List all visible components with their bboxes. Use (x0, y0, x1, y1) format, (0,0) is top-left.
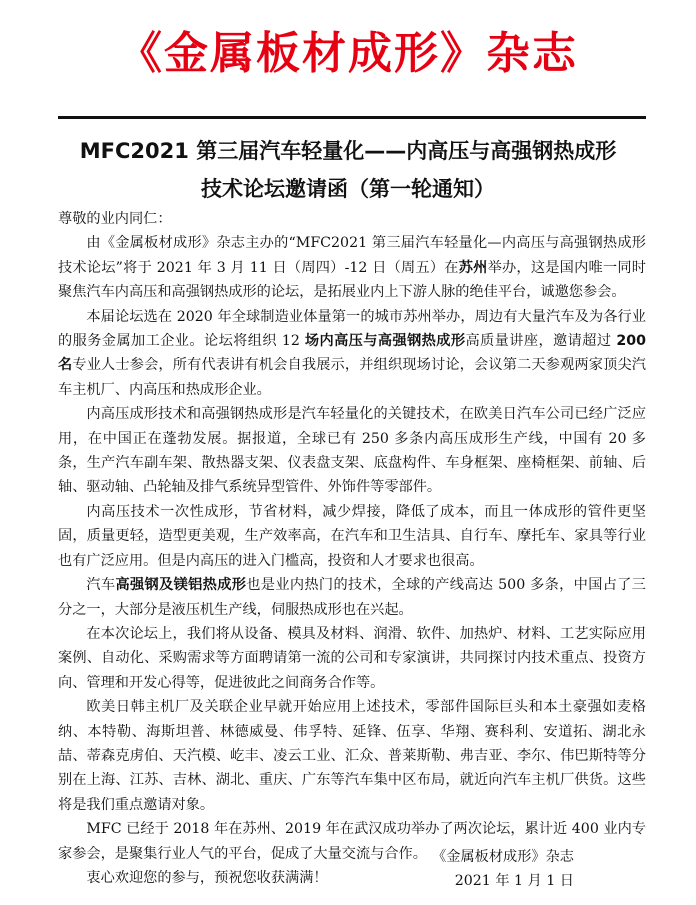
signature-organization: 《金属板材成形》杂志 (432, 849, 574, 865)
paragraph-venue (58, 305, 646, 403)
paragraph-history: MFC 已经于 2018 年在苏州、2019 年在武汉成功举办了两次论坛，累计近 400 业内专家参会，是聚集行业人气的平台，促成了大量交流与合作。 (58, 821, 646, 862)
paragraph-intro (58, 231, 646, 304)
letter-body (58, 207, 646, 890)
paragraph-companies: 欧美日韩主机厂及关联企业早就开始应用上述技术，零部件国际巨头和本土豪强如麦格纳、本特勒、海斯坦普、林德威曼、伟孚特、延锋、伍享、华翔、赛科利、安道拓、湖北永喆、蒂森克虏伯、天汽模、屹丰、凌云工业、汇众、普莱斯勒、弗吉亚、李尔、伟巴斯特等分别在上海、江苏、吉林、湖北、重庆、广东等汽车集中区布局，就近向汽车主机厂供货。这些将是我们重点邀请对象。 (58, 699, 646, 813)
salutation: 尊敬的业内同仁： (58, 211, 172, 227)
highlight-hot-forming: 高强钢及镁铝热成形 (115, 577, 247, 594)
signature-date: 2021 年 1 月 1 日 (454, 873, 574, 889)
paragraph-topics: 在本次论坛上，我们将从设备、模具及材料、润滑、软件、加热炉、材料、工艺实际应用案例、自动化、采购需求等方面聘请第一流的公司和专家演讲，共同探讨内技术重点、投资方向、管理和开发心得等，促进彼此之间商务合作等。 (58, 625, 646, 691)
magazine-masthead: 《金属板材成形》杂志 (118, 28, 578, 79)
paragraph-benefits: 内高压技术一次性成形，节省材料，减少焊接，降低了成本，而且一体成形的管件更坚固，质量更轻，造型更美观，生产效率高，在汽车和卫生洁具、自行车、摩托车、家具等行业也有广泛应用。但是内高压的进入门槛高，投资和人才要求也很高。 (58, 503, 646, 569)
text: 本届论坛选在 2020 年全球制造业体量第一的城市苏州举办，周边有大量汽车及为各行业的服务金属加工企业。论坛将组织 12 (58, 308, 646, 350)
paragraph-closing: 衷心欢迎您的参与，预祝您收获满满！ (86, 869, 328, 886)
highlight-sessions: 场内高压与高强钢热成形 (304, 333, 466, 350)
highlight-city: 苏州 (458, 259, 488, 276)
text: 高质量讲座，邀请超过 (465, 333, 617, 350)
paragraph-hydroforming: 内高压成形技术和高强钢热成形是汽车轻量化的关键技术，在欧美日汽车公司已经广泛应用，在中国正在蓬勃发展。据报道，全球已有 250 多条内高压成形生产线，中国有 20 多条，生产汽车副车架、散热器支架、仪表盘支架、底盘构件、车身框架、座椅框架、前轴、后轴、驱动轴、凸轮轴及排气系统异型管件、外饰件等零部件。 (58, 406, 646, 496)
text: 也是业内热门的技术，全球的产线高达 500 多条，中国占了三分之一，大部分是液压机生产线，伺服热成形也在兴起。 (58, 577, 646, 618)
masthead-divider (58, 116, 646, 119)
text: 专业人士参会，所有代表讲有机会自我展示，并组织现场讨论，会议第二天参观两家顶尖汽车主机厂、内高压和热成形企业。 (58, 357, 646, 398)
invitation-title-line1: MFC2021 第三届汽车轻量化——内高压与高强钢热成形 (79, 139, 617, 163)
text: 汽车 (86, 577, 116, 594)
invitation-title-line2: 技术论坛邀请函（第一轮通知） (201, 177, 495, 201)
text: 由《金属板材成形》杂志主办的“MFC2021 第三届汽车轻量化—内高压与高强钢热成形技术论坛”将于 2021 年 3 月 11 日（周四）-12 日（周五）在 (58, 235, 646, 276)
text: 举办，这是国内唯一同时聚焦汽车内高压和高强钢热成形的论坛，是拓展业内上下游人脉的绝佳平台，诚邀您参会。 (58, 259, 646, 301)
paragraph-hot-stamping (58, 573, 646, 622)
highlight-attendees: 200 名 (58, 333, 646, 374)
